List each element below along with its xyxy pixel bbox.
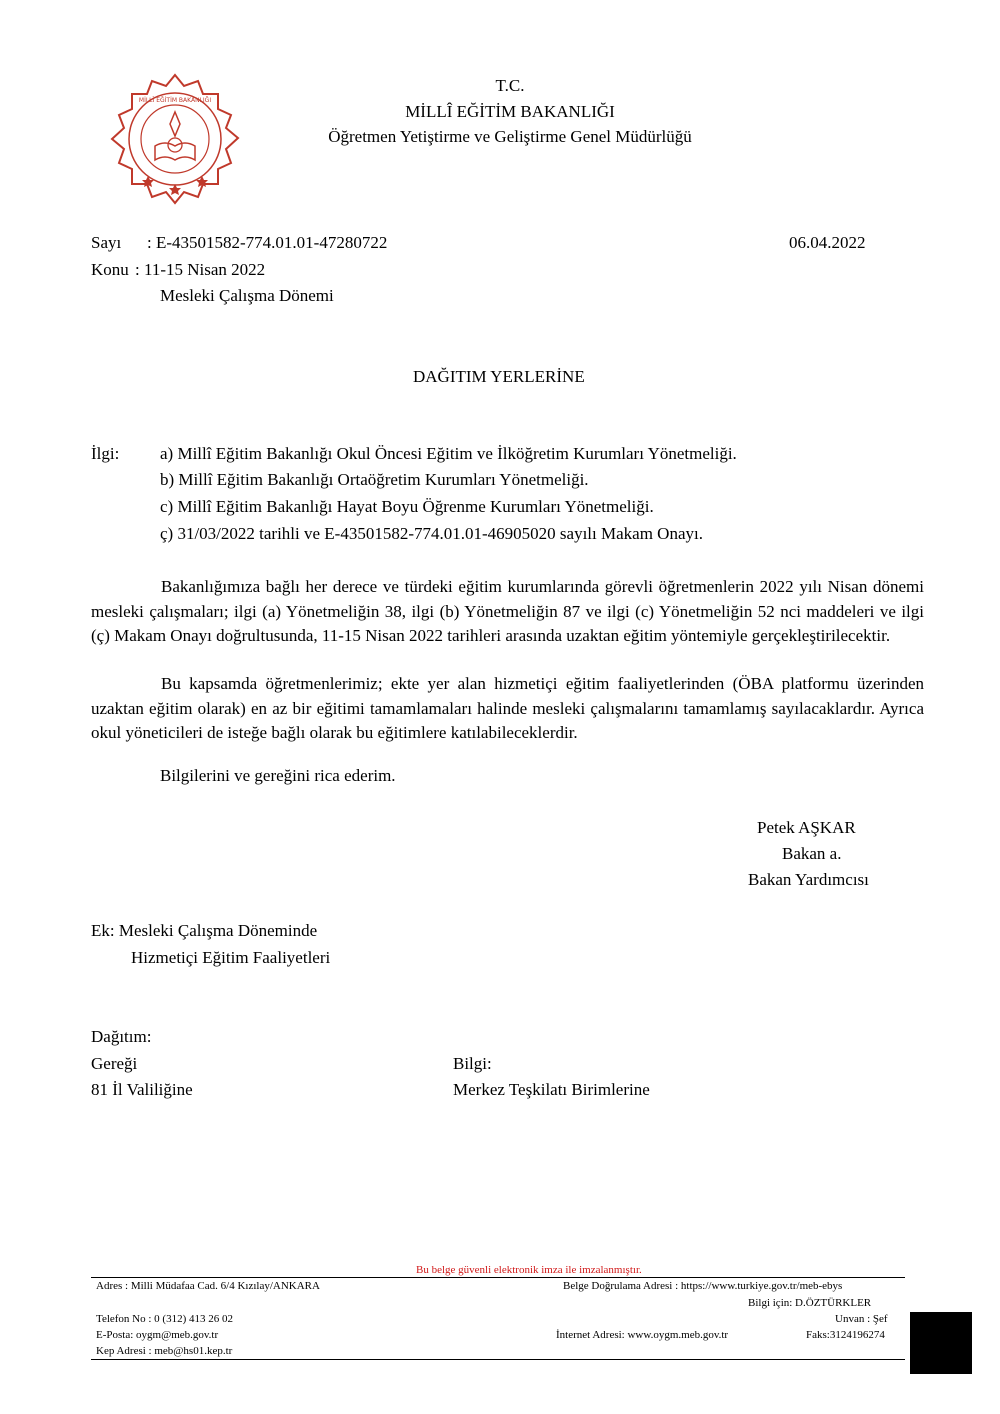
distribution-title: Dağıtım: bbox=[91, 1027, 152, 1046]
body-paragraph-1: Bakanlığımıza bağlı her derece ve türdeki eğitim kurumlarında görevli öğretmenlerin 2022 yılı Nisan dönemi mesleki çalışmaları; ilgi (a) Yönetmeliğin 38, ilgi (b) Yönetmeliğin 87 ve ilgi (c) Yönetmeliğin 52 nci maddeleri ve ilgi (ç) Makam Onayı doğrultusunda, 11-15 Nisan 2022 tarihleri arasında uzaktan eğitim yöntemiyle gerçekleştirilecektir. bbox=[91, 577, 924, 645]
recipient-heading: DAĞITIM YERLERİNE bbox=[413, 367, 585, 386]
sayi-label: Sayı bbox=[91, 233, 122, 252]
header-ministry: MİLLÎ EĞİTİM BAKANLIĞI bbox=[405, 102, 615, 121]
attachment-line-1: Ek: Mesleki Çalışma Döneminde bbox=[91, 921, 318, 940]
ilgi-item: b) Millî Eğitim Bakanlığı Ortaöğretim Kurumları Yönetmeliği. bbox=[160, 470, 589, 489]
footer-email: E-Posta: oygm@meb.gov.tr bbox=[96, 1329, 219, 1341]
signatory-role: Bakan a. bbox=[782, 844, 842, 863]
header-directorate: Öğretmen Yetiştirme ve Geliştirme Genel Müdürlüğü bbox=[328, 127, 692, 146]
ilgi-label: İlgi: bbox=[91, 444, 120, 463]
footer-divider-bottom bbox=[91, 1359, 905, 1360]
body-closing: Bilgilerini ve gereğini rica ederim. bbox=[160, 766, 396, 785]
footer-verify-url: Belge Doğrulama Adresi : https://www.turkiye.gov.tr/meb-ebys bbox=[563, 1280, 843, 1292]
sayi-value: : E-43501582-774.01.01-47280722 bbox=[147, 233, 388, 252]
footer-kep: Kep Adresi : meb@hs01.kep.tr bbox=[96, 1345, 233, 1357]
distribution-right-item: Merkez Teşkilatı Birimlerine bbox=[453, 1080, 650, 1099]
document-date: 06.04.2022 bbox=[789, 233, 866, 252]
konu-label: Konu bbox=[91, 260, 129, 279]
konu-value-2: Mesleki Çalışma Dönemi bbox=[160, 286, 334, 305]
footer-title: Unvan : Şef bbox=[835, 1313, 888, 1325]
svg-text:MİLLÎ EĞİTİM BAKANLIĞI: MİLLÎ EĞİTİM BAKANLIĞI bbox=[138, 97, 212, 104]
qr-code bbox=[910, 1312, 972, 1374]
footer-fax: Faks:3124196274 bbox=[806, 1329, 885, 1341]
footer-address: Adres : Milli Müdafaa Cad. 6/4 Kızılay/ANKARA bbox=[96, 1280, 320, 1292]
konu-value: : 11-15 Nisan 2022 bbox=[135, 260, 266, 279]
distribution-left-heading: Gereği bbox=[91, 1054, 138, 1073]
footer-divider bbox=[91, 1277, 905, 1278]
signatory-name: Petek AŞKAR bbox=[757, 818, 856, 837]
footer-info-for: Bilgi için: D.ÖZTÜRKLER bbox=[748, 1297, 872, 1309]
ilgi-item: a) Millî Eğitim Bakanlığı Okul Öncesi Eğitim ve İlköğretim Kurumları Yönetmeliği. bbox=[160, 444, 737, 463]
body-paragraph-2: Bu kapsamda öğretmenlerimiz; ekte yer alan hizmetiçi eğitim faaliyetlerinden (ÖBA platformu üzerinden uzaktan eğitim olarak) en az bir eğitimi tamamlamaları halinde mesleki çalışmalarını tamamlamış sayılacaklardır. Ayrıca okul yöneticileri de isteğe bağlı olarak bu eğitimlere katılabileceklerdir. bbox=[91, 674, 924, 742]
esign-notice: Bu belge güvenli elektronik imza ile imzalanmıştır. bbox=[416, 1264, 642, 1276]
ilgi-item: c) Millî Eğitim Bakanlığı Hayat Boyu Öğrenme Kurumları Yönetmeliği. bbox=[160, 497, 654, 516]
ilgi-item: ç) 31/03/2022 tarihli ve E-43501582-774.01.01-46905020 sayılı Makam Onayı. bbox=[160, 524, 703, 543]
signatory-title: Bakan Yardımcısı bbox=[748, 870, 869, 889]
footer-phone: Telefon No : 0 (312) 413 26 02 bbox=[96, 1313, 234, 1325]
distribution-right-heading: Bilgi: bbox=[453, 1054, 492, 1073]
distribution-left-item: 81 İl Valiliğine bbox=[91, 1080, 193, 1099]
ministry-seal-logo bbox=[108, 72, 242, 206]
header-tc: T.C. bbox=[495, 76, 525, 95]
attachment-line-2: Hizmetiçi Eğitim Faaliyetleri bbox=[131, 948, 331, 967]
footer-web: İnternet Adresi: www.oygm.meb.gov.tr bbox=[556, 1329, 729, 1341]
